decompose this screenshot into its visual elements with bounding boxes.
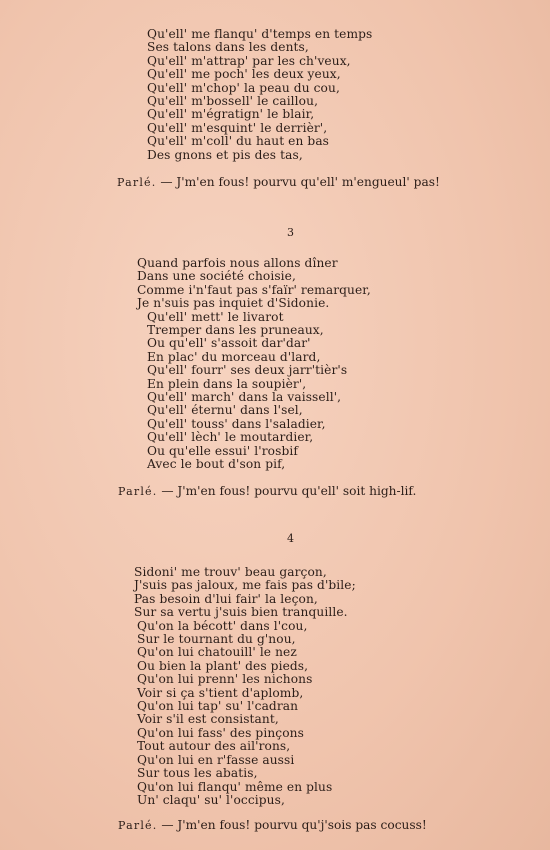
spoken-text: — J'm'en fous! pourvu qu'ell' m'engueul' pas! (156, 175, 440, 189)
verse-line: En plein dans la soupièr', (147, 376, 307, 391)
verse-line: Ou bien la plant' des pieds, (137, 658, 309, 673)
verse-line: Qu'ell' mett' le livarot (147, 309, 284, 324)
verse-line: Qu'ell' me poch' les deux yeux, (147, 67, 341, 82)
verse-line: Qu'on la bécott' dans l'cou, (137, 618, 308, 633)
verse-line: Sidoni' me trouv' beau garçon, (134, 565, 327, 579)
spoken-text: — J'm'en fous! pourvu qu'ell' soit high-lif. (157, 484, 417, 498)
verse-line: Sur sa vertu j'suis bien tranquille. (134, 605, 348, 620)
verse-line: Qu'on lui flanqu' même en plus (137, 779, 333, 794)
verse-line: Des gnons et pis des tas, (147, 147, 303, 162)
verse-line: Qu'on lui tap' su' l'cadran (137, 699, 299, 714)
verse-line: Qu'ell' éternu' dans l'sel, (147, 403, 303, 418)
verse-line: Qu'ell' m'égratign' le blair, (147, 107, 315, 122)
verse-line: Qu'ell' touss' dans l'saladier, (147, 416, 326, 431)
spoken-line-2 (118, 484, 416, 498)
spoken-label: Parlé. (117, 176, 157, 189)
verse-line: Ou qu'ell' s'assoit dar'dar' (147, 336, 311, 351)
spoken-label: Parlé. (118, 819, 158, 832)
verse-line: Pas besoin d'lui fair' la leçon, (134, 591, 318, 606)
verse-line: Qu'ell' m'esquint' le derrièr', (147, 120, 328, 135)
stanza-2 (137, 257, 371, 472)
verse-line: En plac' du morceau d'lard, (147, 349, 321, 364)
verse-line: Voir s'il est consistant, (137, 712, 279, 727)
verse-line: Qu'on lui prenn' les nichons (137, 672, 313, 687)
verse-line: Ou qu'elle essui' l'rosbif (147, 443, 298, 458)
verse-line: Qu'on lui chatouill' le nez (137, 645, 297, 660)
verse-line: Avec le bout d'son pif, (147, 457, 286, 472)
verse-line: Ses talons dans les dents, (147, 40, 309, 55)
verse-line: Qu'ell' m'bossell' le caillou, (147, 94, 319, 109)
verse-line: Sur le tournant du g'nou, (137, 632, 296, 647)
verse-line: Qu'ell' m'attrap' par les ch'veux, (147, 53, 351, 68)
verse-line: Sur tous les abatis, (137, 766, 258, 781)
verse-line: Qu'ell' lèch' le moutardier, (147, 430, 314, 445)
verse-line: Tremper dans les pruneaux, (147, 323, 324, 338)
verse-line: Qu'ell' m'coll' du haut en bas (147, 134, 330, 149)
verse-line: Qu'ell' me flanqu' d'temps en temps (147, 27, 373, 41)
verse-line: Voir si ça s'tient d'aplomb, (137, 685, 304, 700)
verse-line: Qu'ell' march' dans la vaissell', (147, 390, 342, 405)
verse-line: Qu'on lui fass' des pinçons (137, 725, 304, 740)
spoken-text: — J'm'en fous! pourvu qu'j'sois pas cocuss! (157, 818, 427, 832)
verse-line: J'suis pas jaloux, me fais pas d'bile; (134, 578, 356, 593)
spoken-label: Parlé. (118, 485, 158, 498)
spoken-line-3 (118, 818, 427, 832)
verse-line: Qu'on lui en r'fasse aussi (137, 752, 295, 767)
verse-line: Quand parfois nous allons dîner (137, 256, 338, 270)
stanza-3 (134, 566, 356, 807)
verse-line: Je n'suis pas inquiet d'Sidonie. (137, 296, 330, 311)
spoken-line-1 (117, 175, 440, 189)
verse-line: Qu'ell' fourr' ses deux jarr'tièr's (147, 363, 348, 378)
verse-line: Un' claqu' su' l'occipus, (137, 792, 285, 807)
stanza-number-3: 3 (287, 226, 294, 239)
stanza-1 (147, 28, 372, 162)
verse-line: Qu'ell' m'chop' la peau du cou, (147, 80, 340, 95)
verse-line: Dans une société choisie, (137, 269, 296, 284)
stanza-number-4: 4 (287, 532, 294, 545)
verse-line: Tout autour des ail'rons, (137, 739, 291, 754)
verse-line: Comme i'n'faut pas s'faïr' remarquer, (137, 282, 371, 297)
